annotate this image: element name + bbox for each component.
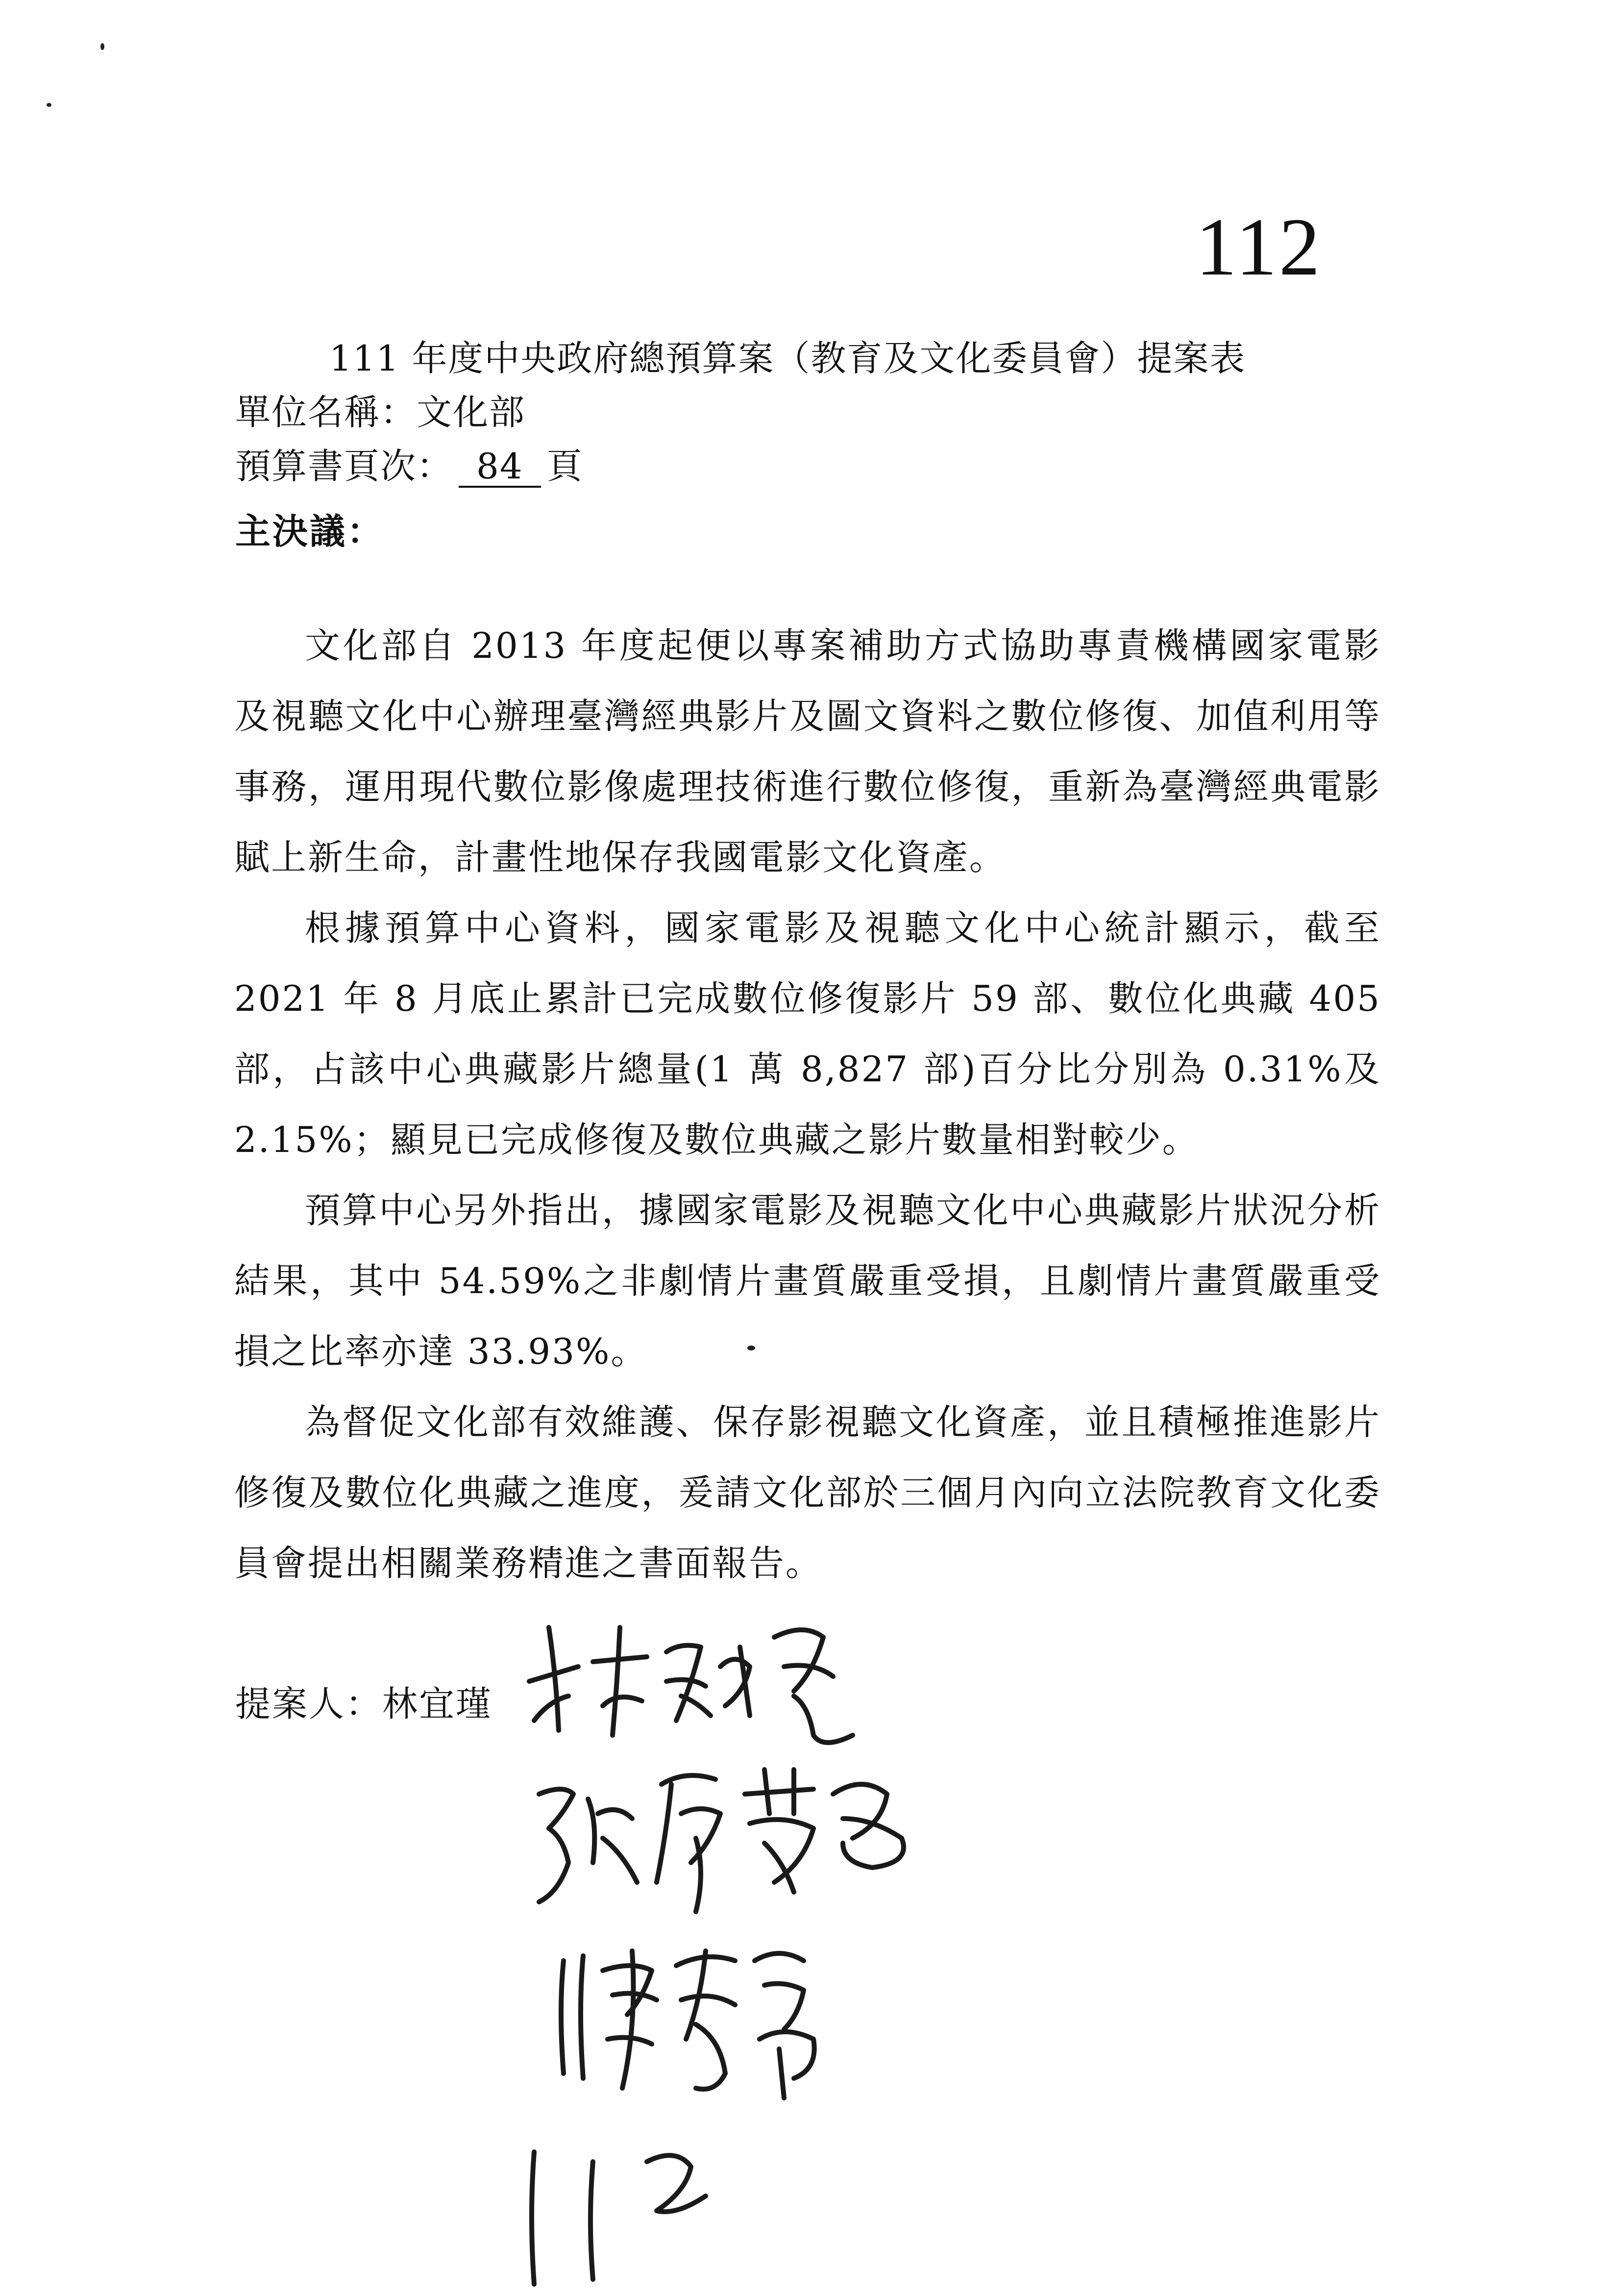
resolution-heading: 主決議： — [235, 510, 385, 552]
proposer-label: 提案人： — [235, 1683, 383, 1724]
paragraph: 為督促文化部有效維護、保存影視聽文化資產，並且積極推進影片修復及數位化典藏之進度，爰請文化部於三個月內向立法院教育文化委員會提出相關業務精進之書面報告。 — [234, 1401, 1381, 1584]
unit-label: 單位名稱： — [235, 392, 417, 433]
budget-page-suffix: 頁 — [546, 446, 583, 487]
proposer-name: 林宜瑾 — [382, 1683, 493, 1724]
unit-value: 文化部 — [417, 392, 526, 433]
document-title: 111 年度中央政府總預算案（教育及文化委員會）提案表 — [329, 338, 1246, 379]
page-number: 112 — [1196, 201, 1322, 293]
scan-speck — [47, 103, 51, 107]
proposer-line — [235, 1683, 493, 1724]
paragraph: 文化部自 2013 年度起便以專案補助方式協助專責機構國家電影及視聽文化中心辦理臺灣經典影片及圖文資料之數位修復、加值利用等事務，運用現代數位影像處理技術進行數位修復，重新為臺灣經典電影賦上新生命，計畫性地保存我國電影文化資產。 — [234, 625, 1381, 878]
handwritten-signatures — [519, 1608, 1205, 2294]
resolution-body — [234, 610, 1381, 1598]
paragraph: 預算中心另外指出，據國家電影及視聽文化中心典藏影片狀況分析結果，其中 54.59%之非劇情片畫質嚴重受損，且劇情片畫質嚴重受損之比率亦達 33.93%。 — [234, 1190, 1381, 1372]
signature-4 — [532, 2152, 706, 2284]
paragraph: 根據預算中心資料，國家電影及視聽文化中心統計顯示，截至 2021 年 8 月底止累計已完成數位修復影片 59 部、數位化典藏 405 部，占該中心典藏影片總量(1 萬 8,827 部)百分比分別為 0.31%及 2.15%；顯見已完成修復及數位典藏之影片數量相對較少。 — [234, 907, 1381, 1160]
budget-page-label: 預算書頁次： — [235, 446, 453, 487]
signature-image — [519, 1608, 1205, 2294]
unit-line — [235, 392, 526, 433]
budget-page-value: 84 — [459, 449, 541, 488]
signature-2 — [539, 1770, 904, 1912]
signature-3 — [561, 1951, 814, 2098]
scan-speck — [747, 1346, 755, 1350]
scan-speck — [100, 43, 104, 50]
signature-1 — [529, 1627, 853, 1743]
budget-page-line — [235, 446, 583, 488]
